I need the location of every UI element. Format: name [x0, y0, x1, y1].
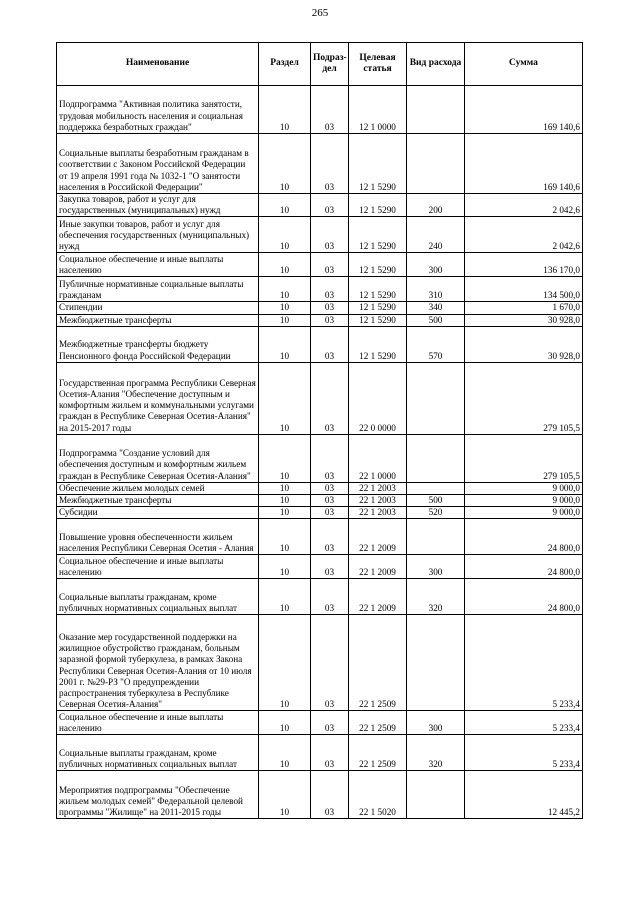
row-subsection: 03: [311, 134, 349, 194]
row-target: 22 1 2003: [349, 507, 407, 519]
row-sum: 2 042,6: [465, 217, 583, 253]
row-expense: 520: [407, 507, 465, 519]
row-target: 12 1 5290: [349, 134, 407, 194]
table-row: [57, 134, 583, 194]
header-row: [57, 43, 583, 86]
row-section: 10: [259, 579, 311, 615]
row-subsection: 03: [311, 482, 349, 494]
row-section: 10: [259, 86, 311, 134]
row-sum: 9 000,0: [465, 482, 583, 494]
row-expense: 240: [407, 217, 465, 253]
table-row: [57, 217, 583, 253]
row-section: 10: [259, 735, 311, 771]
row-sum: 5 233,4: [465, 615, 583, 711]
row-expense: 320: [407, 579, 465, 615]
row-section: 10: [259, 194, 311, 217]
table-row: [57, 579, 583, 615]
row-target: 12 1 5290: [349, 217, 407, 253]
table-row: [57, 507, 583, 519]
row-subsection: 03: [311, 314, 349, 326]
row-section: 10: [259, 711, 311, 735]
row-section: 10: [259, 362, 311, 434]
row-target: 12 1 5290: [349, 194, 407, 217]
row-subsection: 03: [311, 86, 349, 134]
row-sum: 279 105,5: [465, 362, 583, 434]
row-name: Социальные выплаты гражданам, кроме публичных нормативных социальных выплат: [57, 735, 259, 771]
row-name: Межбюджетные трансферты бюджету Пенсионного фонда Российской Федерации: [57, 326, 259, 362]
row-subsection: 03: [311, 615, 349, 711]
row-sum: 1 670,0: [465, 302, 583, 314]
row-target: 22 0 0000: [349, 362, 407, 434]
table-row: [57, 711, 583, 735]
row-name: Социальное обеспечение и иные выплаты населению: [57, 555, 259, 579]
row-section: 10: [259, 507, 311, 519]
header-target: Целевая статья: [349, 43, 407, 86]
row-subsection: 03: [311, 495, 349, 507]
row-expense: [407, 615, 465, 711]
header-sum: Сумма: [465, 43, 583, 86]
row-expense: [407, 134, 465, 194]
row-expense: 340: [407, 302, 465, 314]
row-name: Субсидии: [57, 507, 259, 519]
row-section: 10: [259, 555, 311, 579]
row-name: Межбюджетные трансферты: [57, 314, 259, 326]
row-section: 10: [259, 434, 311, 482]
table-row: [57, 86, 583, 134]
row-section: 10: [259, 519, 311, 555]
table-row: [57, 519, 583, 555]
table-row: [57, 362, 583, 434]
row-section: 10: [259, 277, 311, 302]
row-name: Государственная программа Республики Северная Осетия-Алания "Обеспечение доступным и комфортным жильем и коммунальными услугами граждан в Республике Северная Осетия-Алания" на 2015-2017 годы: [57, 362, 259, 434]
row-subsection: 03: [311, 519, 349, 555]
row-sum: 30 928,0: [465, 326, 583, 362]
row-target: 12 1 5290: [349, 314, 407, 326]
row-subsection: 03: [311, 735, 349, 771]
row-expense: [407, 771, 465, 819]
row-target: 12 1 0000: [349, 86, 407, 134]
row-subsection: 03: [311, 362, 349, 434]
row-expense: 300: [407, 253, 465, 277]
row-sum: 169 140,6: [465, 134, 583, 194]
row-name: Социальные выплаты безработным гражданам в соответствии с Законом Российской Федерации от 19 апреля 1991 года № 1032-1 "О занятости населения в Российской Федерации": [57, 134, 259, 194]
row-name: Повышение уровня обеспеченности жильем населения Республики Северная Осетия - Алания: [57, 519, 259, 555]
row-subsection: 03: [311, 326, 349, 362]
header-section: Раздел: [259, 43, 311, 86]
row-name: Публичные нормативные социальные выплаты гражданам: [57, 277, 259, 302]
row-target: 12 1 5290: [349, 253, 407, 277]
row-section: 10: [259, 495, 311, 507]
row-expense: 300: [407, 711, 465, 735]
row-subsection: 03: [311, 434, 349, 482]
row-section: 10: [259, 217, 311, 253]
table-row: [57, 495, 583, 507]
row-name: Подпрограмма "Создание условий для обеспечения доступным и комфортным жильем граждан в Республике Северная Осетия-Алания": [57, 434, 259, 482]
row-section: 10: [259, 314, 311, 326]
row-subsection: 03: [311, 579, 349, 615]
row-expense: [407, 362, 465, 434]
row-subsection: 03: [311, 217, 349, 253]
page-number: 265: [311, 7, 329, 19]
table-row: [57, 326, 583, 362]
row-section: 10: [259, 615, 311, 711]
row-target: 12 1 5290: [349, 302, 407, 314]
table-row: [57, 771, 583, 819]
table-row: [57, 555, 583, 579]
row-target: 22 1 5020: [349, 771, 407, 819]
row-section: 10: [259, 771, 311, 819]
row-name: Стипендии: [57, 302, 259, 314]
row-name: Социальное обеспечение и иные выплаты населению: [57, 253, 259, 277]
row-sum: 169 140,6: [465, 86, 583, 134]
row-expense: [407, 434, 465, 482]
row-sum: 134 500,0: [465, 277, 583, 302]
row-expense: [407, 519, 465, 555]
header-name: Наименование: [57, 43, 259, 86]
table-row: [57, 302, 583, 314]
row-subsection: 03: [311, 555, 349, 579]
row-section: 10: [259, 253, 311, 277]
table-row: [57, 314, 583, 326]
row-expense: [407, 482, 465, 494]
row-expense: [407, 86, 465, 134]
row-sum: 9 000,0: [465, 495, 583, 507]
row-sum: 24 800,0: [465, 519, 583, 555]
row-target: 22 1 2003: [349, 495, 407, 507]
row-name: Оказание мер государственной поддержки на жилищное обустройство гражданам, больным заразной формой туберкулеза, в рамках Закона Республики Северная Осетия-Алания от 10 июля 2001 г. №29-РЗ "О предупреждении распространения туберкулеза в Республике Северная Осетия-Алания": [57, 615, 259, 711]
table-row: [57, 735, 583, 771]
row-name: Закупка товаров, работ и услуг для государственных (муниципальных) нужд: [57, 194, 259, 217]
row-subsection: 03: [311, 277, 349, 302]
table-row: [57, 615, 583, 711]
header-subsection: Подраз-дел: [311, 43, 349, 86]
row-section: 10: [259, 302, 311, 314]
row-target: 12 1 5290: [349, 277, 407, 302]
row-target: 22 1 2003: [349, 482, 407, 494]
row-name: Обеспечение жильем молодых семей: [57, 482, 259, 494]
table-row: [57, 253, 583, 277]
row-sum: 5 233,4: [465, 735, 583, 771]
row-subsection: 03: [311, 253, 349, 277]
row-target: 22 1 2009: [349, 579, 407, 615]
row-name: Мероприятия подпрограммы "Обеспечение жильем молодых семей" Федеральной целевой программы "Жилище" на 2011-2015 годы: [57, 771, 259, 819]
header-expense: Вид расхода: [407, 43, 465, 86]
table-row: [57, 434, 583, 482]
row-name: Иные закупки товаров, работ и услуг для обеспечения государственных (муниципальных) нужд: [57, 217, 259, 253]
row-sum: 9 000,0: [465, 507, 583, 519]
row-sum: 24 800,0: [465, 555, 583, 579]
row-subsection: 03: [311, 771, 349, 819]
row-expense: 570: [407, 326, 465, 362]
table-row: [57, 194, 583, 217]
row-target: 22 1 2009: [349, 555, 407, 579]
row-name: Социальные выплаты гражданам, кроме публичных нормативных социальных выплат: [57, 579, 259, 615]
row-subsection: 03: [311, 302, 349, 314]
row-sum: 5 233,4: [465, 711, 583, 735]
row-section: 10: [259, 134, 311, 194]
row-target: 22 1 2509: [349, 735, 407, 771]
row-sum: 24 800,0: [465, 579, 583, 615]
row-sum: 30 928,0: [465, 314, 583, 326]
row-subsection: 03: [311, 507, 349, 519]
row-name: Межбюджетные трансферты: [57, 495, 259, 507]
row-expense: 200: [407, 194, 465, 217]
row-target: 12 1 5290: [349, 326, 407, 362]
budget-table: [56, 42, 583, 819]
row-target: 22 1 0000: [349, 434, 407, 482]
row-expense: 320: [407, 735, 465, 771]
table-row: [57, 482, 583, 494]
row-name: Социальное обеспечение и иные выплаты населению: [57, 711, 259, 735]
row-sum: 136 170,0: [465, 253, 583, 277]
row-subsection: 03: [311, 194, 349, 217]
table-row: [57, 277, 583, 302]
row-sum: 2 042,6: [465, 194, 583, 217]
row-section: 10: [259, 482, 311, 494]
row-expense: 300: [407, 555, 465, 579]
row-target: 22 1 2509: [349, 615, 407, 711]
row-sum: 12 445,2: [465, 771, 583, 819]
row-name: Подпрограмма "Активная политика занятости, трудовая мобильность населения и социальная поддержка безработных граждан": [57, 86, 259, 134]
row-target: 22 1 2509: [349, 711, 407, 735]
row-expense: 500: [407, 314, 465, 326]
row-subsection: 03: [311, 711, 349, 735]
row-expense: 500: [407, 495, 465, 507]
row-sum: 279 105,5: [465, 434, 583, 482]
row-target: 22 1 2009: [349, 519, 407, 555]
row-expense: 310: [407, 277, 465, 302]
row-section: 10: [259, 326, 311, 362]
